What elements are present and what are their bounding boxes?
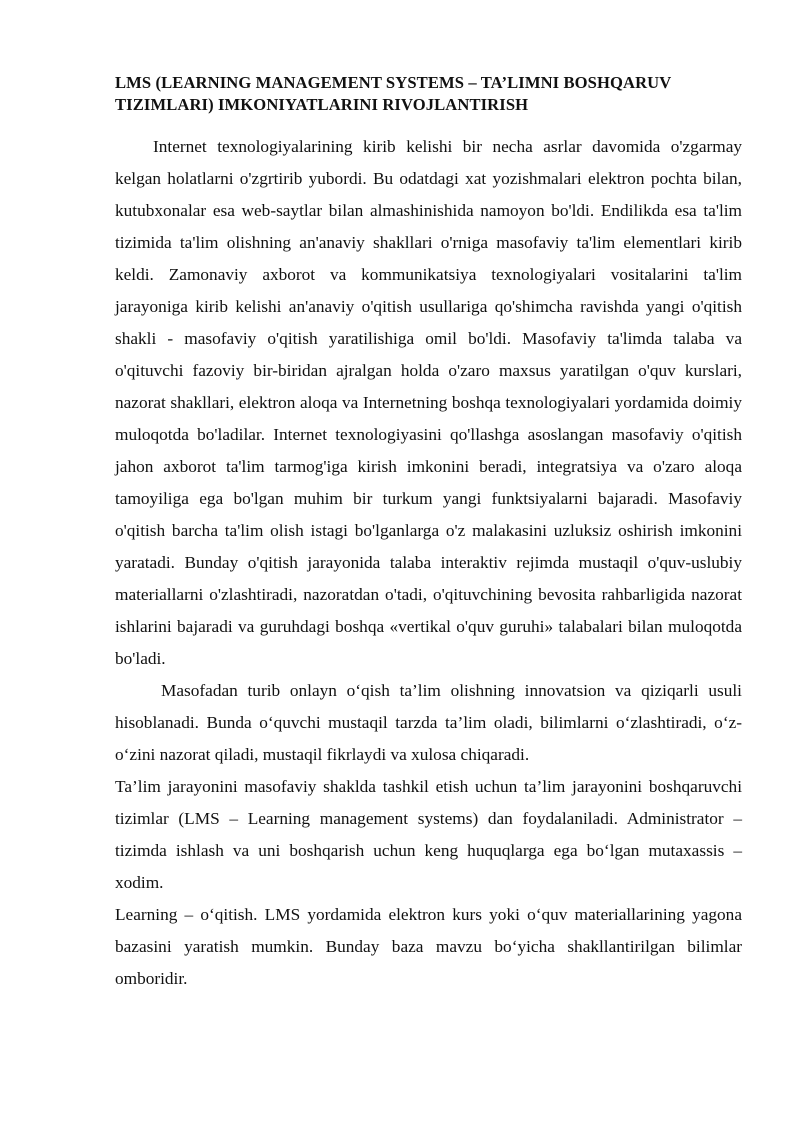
document-page xyxy=(115,72,742,995)
document-title: LMS (LEARNING MANAGEMENT SYSTEMS – TA’LIMNI BOSHQARUV TIZIMLARI) IMKONIYATLARINI RIVOJLANTIRISH xyxy=(115,73,672,114)
paragraph-learning: Learning – o‘qitish. LMS yordamida elektron kurs yoki o‘quv materiallarining yagona bazasini yaratish mumkin. Bunday baza mavzu bo‘yicha shakllantirilgan bilimlar omboridir. xyxy=(115,905,742,988)
paragraph-lms-definition: Ta’lim jarayonini masofaviy shaklda tashkil etish uchun ta’lim jarayonini boshqaruvchi tizimlar (LMS – Learning management systems) dan foydalaniladi. Administrator – tizimda ishlash va uni boshqarish uchun keng huquqlarga ega bo‘lgan mutaxassis – xodim. xyxy=(115,777,742,892)
paragraph-online-learning: Masofadan turib onlayn o‘qish ta’lim olishning innovatsion va qiziqarli usuli hisoblanadi. Bunda o‘quvchi mustaqil tarzda ta’lim oladi, bilimlarni o‘zlashtiradi, o‘z-o‘zini nazorat qiladi, mustaqil fikrlaydi va xulosa chiqaradi. xyxy=(115,681,742,764)
paragraph-internet-technologies: Internet texnologiyalarining kirib kelishi bir necha asrlar davomida o'zgarmay kelgan holatlarni o'zgrtirib yubordi. Bu odatdagi xat yozishmalari elektron pochta bilan, kutubxonalar esa web-saytlar bilan almashinishida namoyon bo'ldi. Endilikda esa ta'lim tizimida ta'lim olishning an'anaviy shakllari o'rniga masofaviy ta'lim elementlari kirib keldi. Zamonaviy axborot va kommunikatsiya texnologiyalari vositalarini ta'lim jarayoniga kirib kelishi an'anaviy o'qitish usullariga qo'shimcha ravishda yangi o'qitish shakli - masofaviy o'qitish yaratilishiga omil bo'ldi. Masofaviy ta'limda talaba va o'qituvchi fazoviy bir-biridan ajralgan holda o'zaro maxsus yaratilgan o'quv kurslari, nazorat shakllari, elektron aloqa va Internetning boshqa texnologiyalari yordamida doimiy muloqotda bo'ladilar. Internet texnologiyasini qo'llashga asoslangan masofaviy o'qitish jahon axborot ta'lim tarmog'iga kirish imkonini beradi, integratsiya va o'zaro aloqa tamoyiliga ega bo'lgan muhim bir turkum yangi funktsiyalarni bajaradi. Masofaviy o'qitish barcha ta'lim olish istagi bo'lganlarga o'z malakasini uzluksiz oshirish imkonini yaratadi. Bunday o'qitish jarayonida talaba interaktiv rejimda mustaqil o'quv-uslubiy materiallarni o'zlashtiradi, nazoratdan o'tadi, o'qituvchining bevosita rahbarligida nazorat ishlarini bajaradi va guruhdagi boshqa «vertikal o'quv guruhi» talabalari bilan muloqotda bo'ladi. xyxy=(115,137,742,668)
